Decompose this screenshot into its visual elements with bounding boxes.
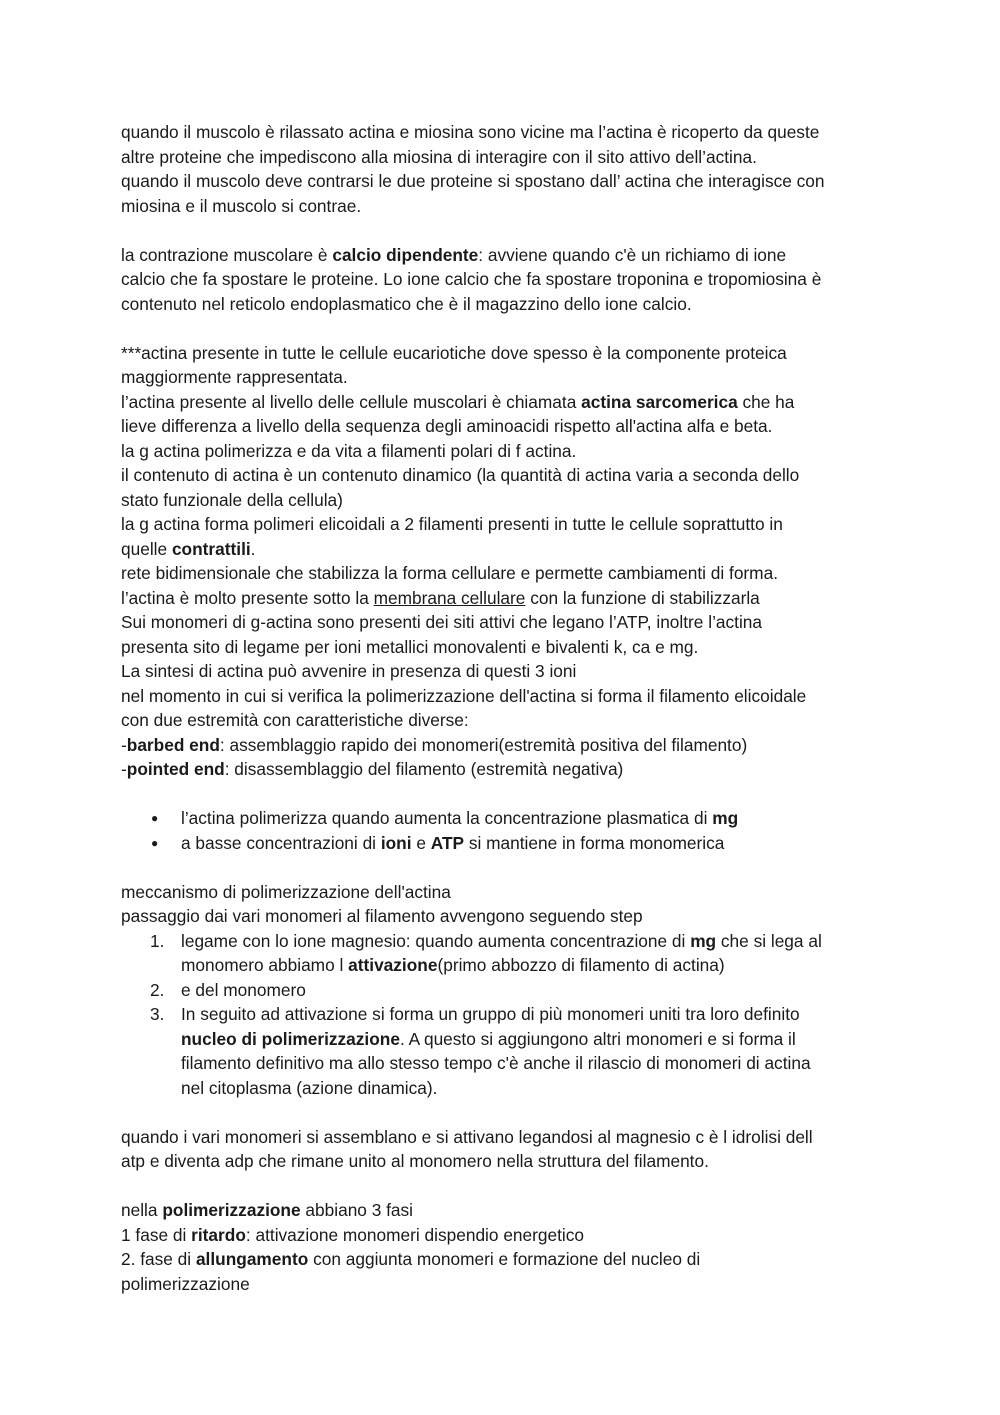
text-line: Sui monomeri di g-actina sono presenti dei siti attivi che legano l’ATP, inoltre l’actina bbox=[121, 612, 763, 632]
paragraph-muscle-relaxed bbox=[121, 120, 891, 218]
text-line: altre proteine che impediscono alla miosina di interagire con il sito attivo dell’actina. bbox=[121, 146, 757, 167]
text-run: 2. fase di bbox=[121, 1249, 196, 1269]
paragraph-hydrolysis bbox=[121, 1125, 891, 1174]
text-line: la g actina polimerizza e da vita a filamenti polari di f actina. bbox=[121, 440, 577, 461]
text-run: : disassemblaggio del filamento (estremità negativa) bbox=[224, 759, 624, 779]
text-run: con aggiunta monomeri e formazione del nucleo di bbox=[308, 1249, 701, 1269]
list-number: 1. bbox=[150, 930, 165, 951]
text-line: con due estremità con caratteristiche diverse: bbox=[121, 710, 469, 730]
text-line: La sintesi di actina può avvenire in presenza di questi 3 ioni bbox=[121, 661, 577, 681]
text-line bbox=[121, 1198, 891, 1223]
bold-term: calcio dipendente bbox=[332, 244, 479, 265]
text-line bbox=[121, 733, 891, 758]
text-line: la g actina forma polimeri elicoidali a 2 filamenti presenti in tutte le cellule soprattutto in bbox=[121, 514, 783, 534]
text-run: abbiano 3 fasi bbox=[300, 1200, 414, 1220]
text-run: : avviene quando c'è un richiamo di ione bbox=[478, 244, 787, 265]
text-line bbox=[181, 929, 891, 954]
underlined-term: membrana cellulare bbox=[373, 587, 526, 608]
text-run: che si lega al bbox=[716, 930, 822, 951]
text-run: 1 fase di bbox=[121, 1224, 192, 1245]
list-item bbox=[121, 978, 891, 1003]
text-run: monomero abbiamo l bbox=[181, 955, 349, 975]
list-item bbox=[121, 1002, 891, 1100]
text-run: l’actina polimerizza quando aumenta la concentrazione plasmatica di bbox=[181, 808, 713, 828]
text-line: calcio che fa spostare le proteine. Lo ione calcio che fa spostare troponina e tropomiosina è bbox=[121, 269, 822, 289]
bold-term: ioni bbox=[380, 832, 412, 853]
text-line: polimerizzazione bbox=[121, 1273, 250, 1294]
bold-term: ritardo bbox=[191, 1224, 246, 1245]
text-line: presenta sito di legame per ioni metallici monovalenti e bivalenti k, ca e mg. bbox=[121, 636, 699, 657]
bold-term: contrattili bbox=[171, 538, 251, 559]
numbered-list bbox=[121, 929, 891, 1101]
text-line: il contenuto di actina è un contenuto dinamico (la quantità di actina varia a seconda dello bbox=[121, 465, 800, 485]
text-line: In seguito ad attivazione si forma un gruppo di più monomeri uniti tra loro definito bbox=[181, 1004, 800, 1024]
bold-term: allungamento bbox=[195, 1249, 309, 1269]
paragraph-actin bbox=[121, 341, 891, 782]
text-line: quando il muscolo è rilassato actina e miosina sono vicine ma l’actina è ricoperto da queste bbox=[121, 122, 820, 142]
text-run: l’actina è molto presente sotto la bbox=[121, 587, 374, 608]
text-run: quelle bbox=[121, 538, 172, 559]
text-run: . A questo si aggiungono altri monomeri e si forma il bbox=[399, 1028, 796, 1049]
bold-term: pointed end bbox=[126, 759, 225, 779]
text-run: . bbox=[250, 538, 256, 559]
text-run: con la funzione di stabilizzarla bbox=[525, 587, 760, 608]
text-line: filamento definitivo ma allo stesso tempo c'è anche il rilascio di monomeri di actina bbox=[181, 1053, 811, 1073]
text-run: si mantiene in forma monomerica bbox=[464, 832, 725, 853]
text-line: nel citoplasma (azione dinamica). bbox=[181, 1077, 438, 1098]
bold-term: mg bbox=[690, 930, 717, 951]
bold-term: nucleo di polimerizzazione bbox=[181, 1028, 400, 1049]
list-number: 2. bbox=[150, 979, 165, 1000]
text-line bbox=[121, 757, 891, 782]
text-line bbox=[121, 586, 891, 611]
text-run: : assemblaggio rapido dei monomeri(estremità positiva del filamento) bbox=[219, 734, 748, 755]
text-line bbox=[181, 1027, 891, 1052]
text-line bbox=[121, 1223, 891, 1248]
text-run: l’actina presente al livello delle cellule muscolari è chiamata bbox=[121, 391, 582, 412]
list-number: 3. bbox=[150, 1004, 165, 1024]
bold-term: polimerizzazione bbox=[162, 1200, 301, 1220]
text-line: atp e diventa adp che rimane unito al monomero nella struttura del filamento. bbox=[121, 1151, 709, 1171]
list-item bbox=[121, 806, 891, 831]
text-run: la contrazione muscolare è bbox=[121, 244, 333, 265]
text-line: quando il muscolo deve contrarsi le due proteine si spostano dall’ actina che interagisce con bbox=[121, 171, 825, 191]
text-line: meccanismo di polimerizzazione dell'actina bbox=[121, 881, 451, 902]
bold-term: mg bbox=[712, 808, 739, 828]
text-line: ***actina presente in tutte le cellule eucariotiche dove spesso è la componente proteica bbox=[121, 342, 787, 363]
document-body bbox=[121, 120, 891, 1296]
text-run: che ha bbox=[737, 391, 795, 412]
paragraph-calcium bbox=[121, 243, 891, 317]
text-run: - bbox=[121, 759, 127, 779]
text-line bbox=[121, 390, 891, 415]
text-line: contenuto nel reticolo endoplasmatico che è il magazzino dello ione calcio. bbox=[121, 293, 692, 314]
paragraph-phases bbox=[121, 1198, 891, 1296]
text-line: stato funzionale della cellula) bbox=[121, 489, 343, 510]
text-run: - bbox=[121, 734, 127, 755]
bold-term: attivazione bbox=[348, 955, 438, 975]
text-run: legame con lo ione magnesio: quando aumenta concentrazione di bbox=[181, 930, 691, 951]
text-line bbox=[121, 537, 891, 562]
bullet-icon: ● bbox=[151, 835, 159, 850]
text-line: lieve differenza a livello della sequenza degli aminoacidi rispetto all'actina alfa e beta. bbox=[121, 416, 773, 436]
bullet-icon: ● bbox=[151, 811, 159, 825]
text-line: passaggio dai vari monomeri al filamento avvengono seguendo step bbox=[121, 906, 643, 926]
text-line: miosina e il muscolo si contrae. bbox=[121, 195, 362, 216]
text-line: maggiormente rappresentata. bbox=[121, 367, 348, 387]
text-line: quando i vari monomeri si assemblano e si attivano legandosi al magnesio c è l idrolisi dell bbox=[121, 1126, 813, 1147]
bullet-list bbox=[121, 806, 891, 855]
bold-term: barbed end bbox=[126, 734, 220, 755]
text-run: (primo abbozzo di filamento di actina) bbox=[437, 955, 725, 975]
list-item bbox=[121, 831, 891, 856]
bold-term: ATP bbox=[430, 832, 465, 853]
text-line: rete bidimensionale che stabilizza la forma cellulare e permette cambiamenti di forma. bbox=[121, 563, 778, 583]
text-run: nella bbox=[121, 1200, 163, 1220]
text-line bbox=[121, 243, 891, 268]
paragraph-mechanism bbox=[121, 880, 891, 929]
text-line: nel momento in cui si verifica la polimerizzazione dell'actina si forma il filamento elicoidale bbox=[121, 685, 807, 706]
text-run: : attivazione monomeri dispendio energetico bbox=[245, 1224, 585, 1245]
text-run: a basse concentrazioni di bbox=[181, 832, 381, 853]
text-line bbox=[121, 1247, 891, 1272]
text-run: e bbox=[411, 832, 431, 853]
text-line: e del monomero bbox=[181, 979, 306, 1000]
list-item bbox=[121, 929, 891, 978]
bold-term: actina sarcomerica bbox=[581, 391, 738, 412]
text-line bbox=[181, 953, 891, 978]
